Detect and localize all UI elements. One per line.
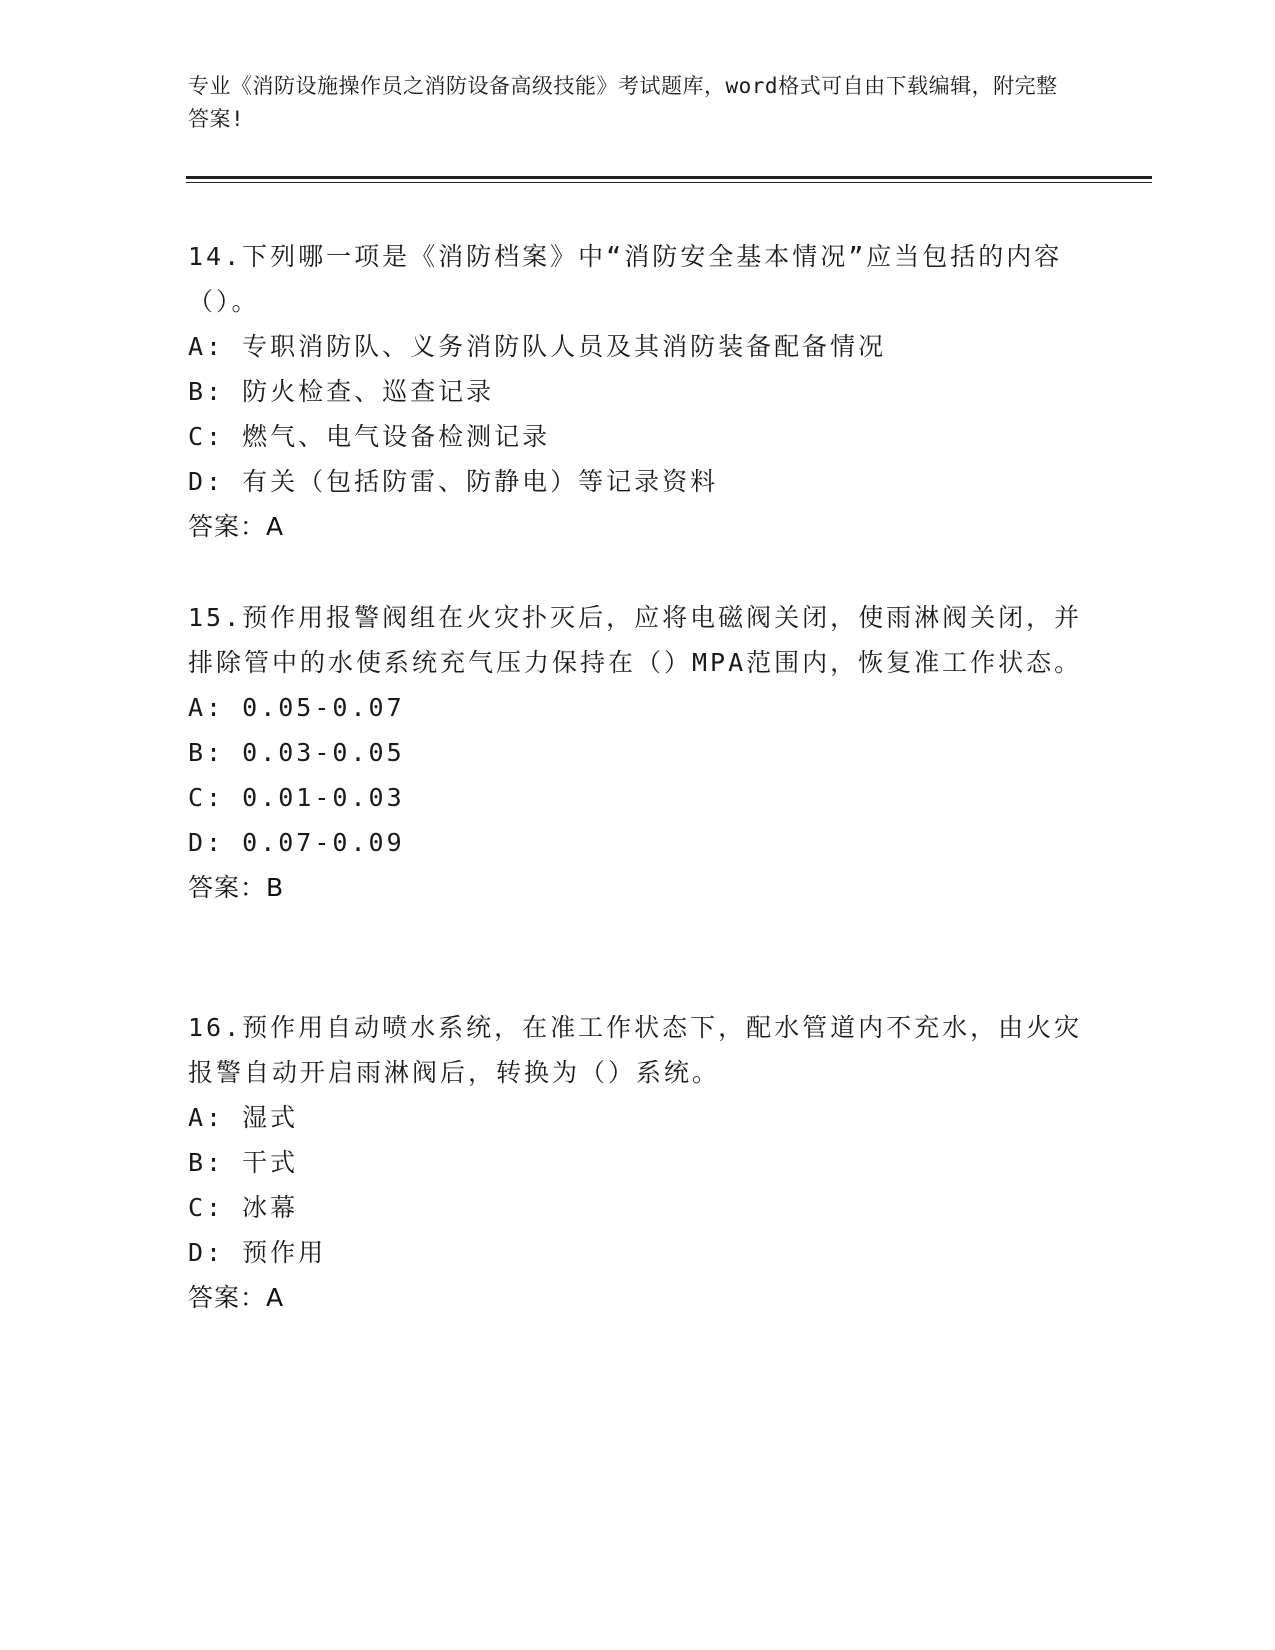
document-intro: 专业《消防设施操作员之消防设备高级技能》考试题库，word格式可自由下载编辑，附完整答案! bbox=[188, 74, 1058, 131]
answer-line: 答案：A bbox=[188, 512, 285, 541]
option-d: D: 预作用 bbox=[188, 1238, 327, 1267]
option-d: D: 0.07-0.09 bbox=[188, 828, 405, 857]
header-divider-thick bbox=[186, 176, 1152, 179]
question-15 bbox=[188, 595, 1088, 910]
question-14 bbox=[188, 234, 1088, 549]
answer-line: 答案：B bbox=[188, 873, 285, 902]
option-d: D: 有关（包括防雷、防静电）等记录资料 bbox=[188, 467, 719, 496]
header-divider-thin bbox=[186, 182, 1152, 183]
option-c: C: 燃气、电气设备检测记录 bbox=[188, 422, 551, 451]
option-b: B: 0.03-0.05 bbox=[188, 738, 405, 767]
option-c: C: 0.01-0.03 bbox=[188, 783, 405, 812]
question-stem: 15.预作用报警阀组在火灾扑灭后，应将电磁阀关闭，使雨淋阀关闭，并排除管中的水使系统充气压力保持在（）MPA范围内，恢复准工作状态。 bbox=[188, 603, 1083, 677]
answer-line: 答案：A bbox=[188, 1283, 285, 1312]
option-a: A: 湿式 bbox=[188, 1103, 299, 1132]
option-b: B: 防火检查、巡查记录 bbox=[188, 377, 495, 406]
option-a: A: 专职消防队、义务消防队人员及其消防装备配备情况 bbox=[188, 332, 887, 361]
option-b: B: 干式 bbox=[188, 1148, 299, 1177]
question-stem: 14.下列哪一项是《消防档案》中“消防安全基本情况”应当包括的内容（）。 bbox=[188, 242, 1063, 316]
option-a: A: 0.05-0.07 bbox=[188, 693, 405, 722]
question-16 bbox=[188, 1005, 1088, 1320]
option-c: C: 冰幕 bbox=[188, 1193, 299, 1222]
question-stem: 16.预作用自动喷水系统，在准工作状态下，配水管道内不充水，由火灾报警自动开启雨淋阀后，转换为（）系统。 bbox=[188, 1013, 1083, 1087]
